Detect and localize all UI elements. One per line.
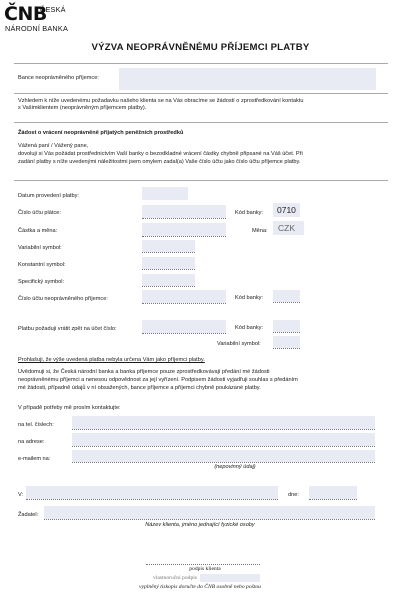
applicant-label: Žadatel:: [18, 512, 39, 518]
bank-label: Bance neoprávněného příjemce:: [18, 75, 99, 81]
return-bank-code-label: Kód banky:: [235, 325, 263, 331]
divider: [14, 93, 388, 94]
return-bank-code-input[interactable]: [273, 320, 300, 332]
dotted-line: [142, 286, 195, 287]
dotted-line: [142, 236, 226, 237]
place-input[interactable]: [26, 486, 278, 499]
intro-line-2: s Vašimklientem (neoprávněným příjemcem platby).: [18, 105, 147, 111]
dotted-line: [142, 333, 226, 334]
dotted-line: [142, 303, 226, 304]
bank-input[interactable]: [119, 68, 376, 90]
intro-line-1: Vzhledem k níže uvedenému požadavku našeho klienta se na Vás obracíme se žádostí o zprostředkování kontaktu: [18, 98, 304, 104]
dotted-line: [142, 218, 226, 219]
payer-account-label: Číslo účtu plátce:: [18, 210, 61, 216]
bank-code-value: 0710: [277, 205, 296, 215]
date-input[interactable]: [309, 486, 357, 499]
dotted-line: [273, 302, 300, 303]
phone-input[interactable]: [72, 416, 375, 429]
recipient-account-label: Číslo účtu neoprávněného příjemce:: [18, 296, 108, 302]
divider: [14, 180, 388, 181]
return-variable-symbol-label: Variabilní symbol:: [217, 341, 261, 347]
date-label: dne:: [288, 492, 299, 498]
recipient-bank-code-input[interactable]: [273, 290, 300, 302]
constant-symbol-input[interactable]: [142, 257, 195, 269]
dotted-line: [44, 519, 375, 520]
signature-field[interactable]: [200, 574, 260, 582]
dotted-line: [309, 499, 357, 500]
phone-label: na tel. číslech:: [18, 422, 54, 428]
email-label: e-mailem na:: [18, 456, 51, 462]
delivery-note: vyplněný tiskopis doručte do ČNB osobně nebo poštou: [139, 584, 261, 590]
currency-value: CZK: [278, 223, 295, 233]
payment-date-label: Datum provedení platby:: [18, 193, 79, 199]
recipient-bank-code-label: Kód banky:: [235, 295, 263, 301]
specific-symbol-label: Specifický symbol:: [18, 279, 65, 285]
request-line-1: dovoluji si Vás požádat prostřednictvím Vaší banky o bezodkladné vrácení částky chybně připsané na Váš účet. Při: [18, 151, 303, 157]
divider: [14, 122, 388, 123]
declaration-line-2: neoprávněnému příjemci a nenesou odpovědnost za její vyřízení. Podpisem žádosti vyjadřuji souhlas s předáním: [18, 377, 298, 383]
signature-line: [146, 564, 260, 565]
recipient-account-input[interactable]: [142, 290, 226, 303]
optional-note: (nepovinný údaj): [214, 464, 256, 470]
dotted-line: [72, 446, 375, 447]
return-account-label: Platbu požaduji vrátit zpět na účet číslo:: [18, 326, 117, 332]
address-input[interactable]: [72, 433, 375, 446]
return-account-input[interactable]: [142, 320, 226, 333]
dotted-line: [72, 429, 375, 430]
logo-line-1: ČESKÁ: [40, 5, 66, 14]
place-label: V:: [18, 492, 24, 498]
contact-heading: V případě potřeby mě prosím kontaktujte:: [18, 405, 121, 411]
declaration-line-3: mé žádosti, případně údajů v ní obsažených, bance příjemce a příjemci chybně poukázané platby.: [18, 385, 261, 391]
dotted-line: [26, 499, 278, 500]
logo-line-2: NÁRODNÍ BANKA: [5, 24, 69, 33]
dotted-line: [142, 269, 195, 270]
amount-input[interactable]: [142, 223, 226, 236]
cnb-logo-mark: ČNB: [4, 3, 47, 25]
applicant-note: Název klienta, jméno jednající fyzické osoby: [145, 522, 255, 528]
request-heading: Žádost o vrácení neoprávněně přijatých peněžních prostředků: [18, 130, 184, 136]
payer-account-input[interactable]: [142, 205, 226, 218]
bank-code-label: Kód banky:: [235, 210, 263, 216]
payment-date-input[interactable]: [142, 187, 188, 200]
request-line-2: zadání platby s níže uvedenými náležitostmi jsem omylem zadal(a) Vaše číslo účtu jako číslo účtu příjemce platby.: [18, 159, 301, 165]
handwritten-signature-label: vlastnoruční podpis: [153, 575, 197, 581]
variable-symbol-label: Variabilní symbol:: [18, 245, 62, 251]
email-input[interactable]: [72, 450, 375, 462]
dotted-line: [273, 332, 300, 333]
amount-label: Částka a měna:: [18, 228, 58, 234]
return-variable-symbol-input[interactable]: [273, 336, 300, 348]
currency-label: Měna:: [252, 228, 268, 234]
address-label: na adrese:: [18, 439, 45, 445]
constant-symbol-label: Konstantní symbol:: [18, 262, 66, 268]
specific-symbol-input[interactable]: [142, 274, 195, 286]
greeting: Vážená paní / Vážený pane,: [18, 143, 89, 149]
declaration-line-1: Uvědomuji si, že Česká národní banka a banka příjemce pouze zprostředkovávají předání mé žádosti: [18, 369, 270, 375]
dotted-line: [273, 348, 300, 349]
variable-symbol-input[interactable]: [142, 240, 195, 252]
dotted-line: [72, 462, 375, 463]
client-signature-label: podpis klienta: [189, 566, 221, 572]
page-title: VÝZVA NEOPRÁVNĚNÉMU PŘÍJEMCI PLATBY: [91, 42, 310, 53]
dotted-line: [142, 252, 195, 253]
divider: [14, 63, 388, 64]
applicant-input[interactable]: [44, 506, 375, 519]
declaration-heading: Prohlašuji, že výše uvedená platba nebyla určena Vám jako příjemci platby.: [18, 357, 205, 363]
